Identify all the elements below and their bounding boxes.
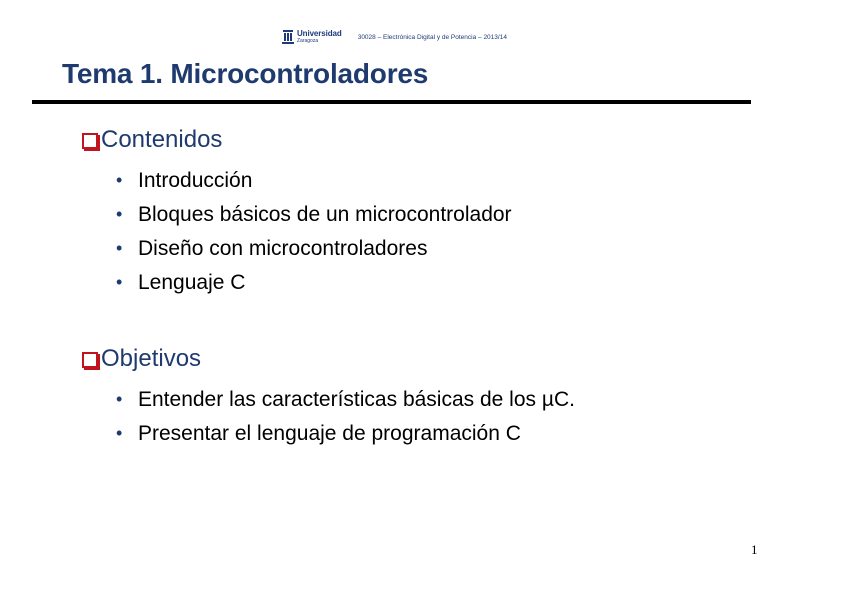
section-heading-objetivos bbox=[82, 347, 201, 371]
bullet-icon: • bbox=[116, 238, 123, 258]
bullet-icon: • bbox=[116, 272, 123, 292]
course-line: 30028 – Electrónica Digital y de Potencia – 2013/14 bbox=[357, 33, 507, 41]
bullet-icon: • bbox=[116, 423, 123, 443]
section-list-contenidos bbox=[116, 163, 512, 299]
section-heading-label: Contenidos bbox=[101, 126, 223, 153]
university-crest-icon bbox=[282, 29, 294, 45]
section-heading-label: Objetivos bbox=[101, 345, 202, 372]
list-item-text: Introducción bbox=[138, 168, 253, 192]
list-item bbox=[116, 163, 512, 197]
checkbox-bullet-icon bbox=[82, 133, 98, 149]
list-item-text: Entender las características básicas de los µC. bbox=[138, 387, 575, 411]
list-item-text: Presentar el lenguaje de programación C bbox=[138, 421, 521, 445]
university-name: Universidad bbox=[297, 29, 342, 38]
title-divider bbox=[32, 100, 751, 104]
list-item bbox=[116, 265, 512, 299]
slide-title: Tema 1. Microcontroladores bbox=[62, 58, 429, 89]
slide-header bbox=[282, 26, 507, 48]
checkbox-bullet-icon bbox=[82, 352, 98, 368]
university-logo bbox=[282, 29, 342, 45]
list-item bbox=[116, 197, 512, 231]
university-city: Zaragoza bbox=[297, 38, 319, 44]
list-item-text: Diseño con microcontroladores bbox=[138, 236, 428, 260]
list-item-text: Bloques básicos de un microcontrolador bbox=[138, 202, 512, 226]
list-item-text: Lenguaje C bbox=[138, 270, 246, 294]
bullet-icon: • bbox=[116, 389, 123, 409]
section-heading-contenidos bbox=[82, 128, 222, 152]
list-item bbox=[116, 231, 512, 265]
section-list-objetivos bbox=[116, 382, 575, 450]
bullet-icon: • bbox=[116, 170, 123, 190]
list-item bbox=[116, 416, 575, 450]
page-number: 1 bbox=[751, 542, 758, 557]
bullet-icon: • bbox=[116, 204, 123, 224]
list-item bbox=[116, 382, 575, 416]
